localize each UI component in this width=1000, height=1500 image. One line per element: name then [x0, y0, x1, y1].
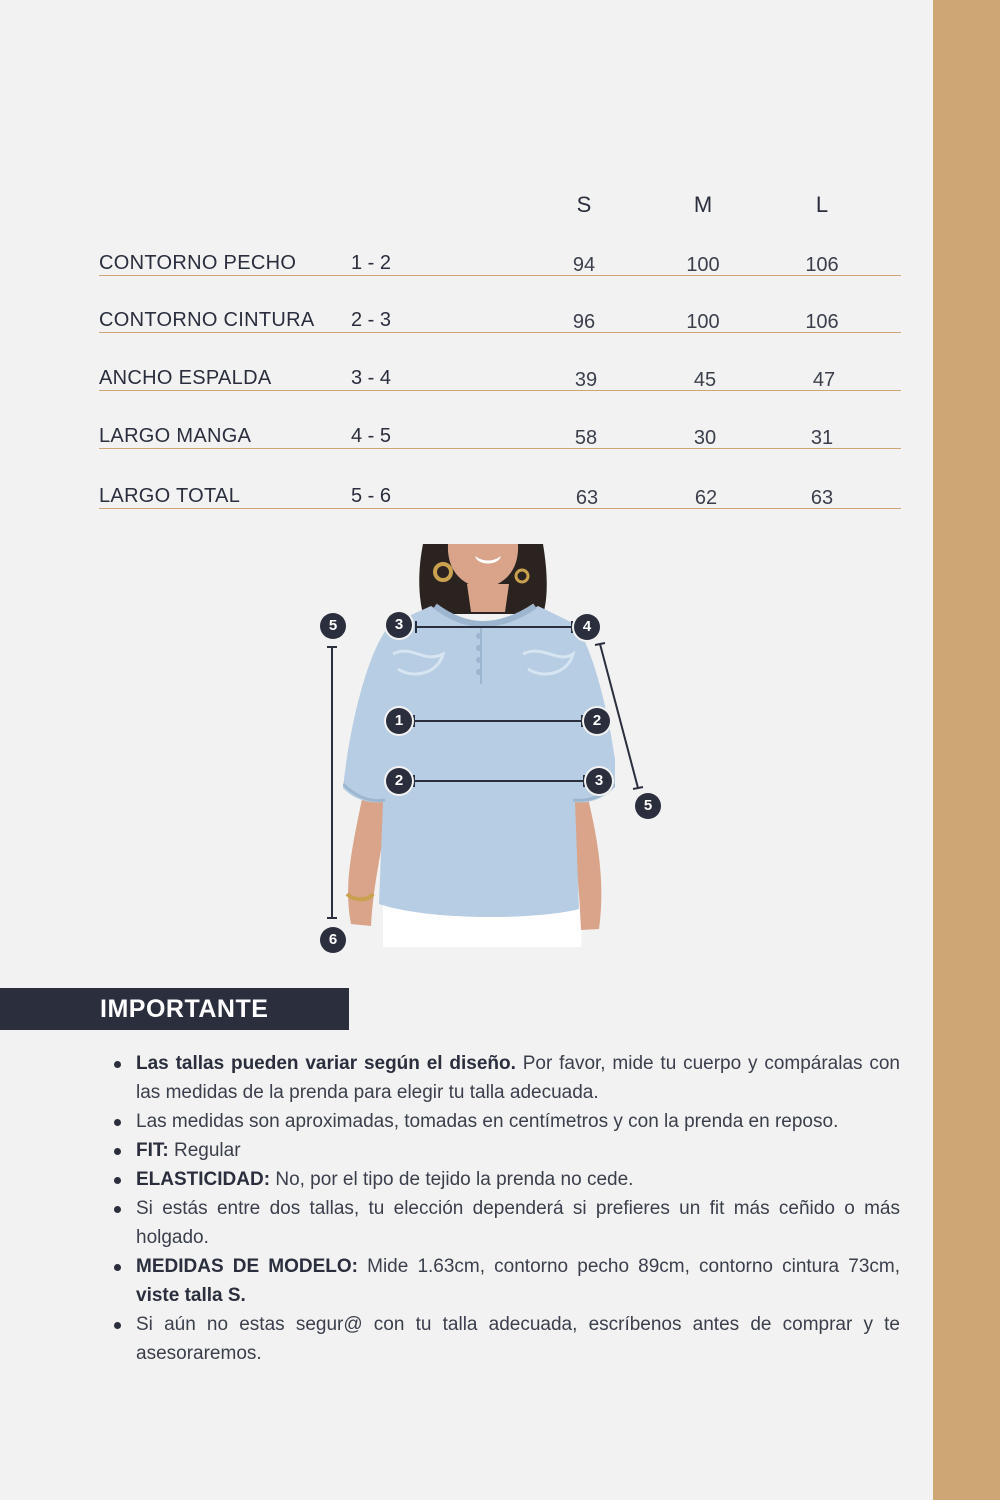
row-label: LARGO TOTAL: [99, 485, 241, 507]
value-l: 106: [805, 254, 839, 276]
row-label: ANCHO ESPALDA: [99, 367, 272, 389]
important-banner: [0, 988, 349, 1030]
table-row: [99, 478, 901, 509]
side-accent-bar: [933, 0, 1000, 1500]
row-label: LARGO MANGA: [99, 425, 252, 447]
table-row: [99, 245, 901, 276]
marker-2: 2: [386, 768, 412, 794]
important-notes: [110, 1049, 900, 1368]
marker-4: 4: [574, 614, 600, 640]
list-item: ELASTICIDAD: No, por el tipo de tejido la prenda no cede.: [110, 1165, 900, 1194]
value-s: 63: [575, 487, 599, 509]
value-m: 62: [694, 487, 718, 509]
row-label: CONTORNO CINTURA: [99, 309, 315, 331]
value-m: 100: [686, 311, 720, 333]
marker-5: 5: [320, 613, 346, 639]
value-s: 58: [574, 427, 598, 449]
list-item: MEDIDAS DE MODELO: Mide 1.63cm, contorno pecho 89cm, contorno cintura 73cm, viste talla S.: [110, 1252, 900, 1310]
marker-2: 2: [584, 708, 610, 734]
marker-5: 5: [635, 793, 661, 819]
marker-1: 1: [386, 708, 412, 734]
marker-6: 6: [320, 927, 346, 953]
list-item: Las medidas son aproximadas, tomadas en centímetros y con la prenda en reposo.: [110, 1107, 900, 1136]
list-item: Las tallas pueden variar según el diseño. Por favor, mide tu cuerpo y compáralas con las medidas de la prenda para elegir tu talla adecuada.: [110, 1049, 900, 1107]
row-points: 4 - 5: [351, 425, 392, 447]
value-s: 94: [572, 254, 596, 276]
row-points: 3 - 4: [351, 367, 392, 389]
value-m: 45: [693, 369, 717, 391]
value-l: 31: [810, 427, 834, 449]
value-l: 106: [805, 311, 839, 333]
row-points: 5 - 6: [351, 485, 392, 507]
row-points: 2 - 3: [351, 309, 392, 331]
size-header-s: S: [576, 192, 592, 217]
value-m: 30: [693, 427, 717, 449]
size-header-l: L: [815, 192, 829, 217]
table-row: [99, 302, 901, 333]
size-header-m: M: [693, 192, 713, 217]
important-title: IMPORTANTE: [100, 995, 269, 1023]
row-label: CONTORNO PECHO: [99, 252, 297, 274]
list-item: FIT: Regular: [110, 1136, 900, 1165]
marker-3: 3: [386, 612, 412, 638]
table-row: [99, 360, 901, 391]
list-item: Si estás entre dos tallas, tu elección dependerá si prefieres un fit más ceñido o más holgado.: [110, 1194, 900, 1252]
list-item: Si aún no estas segur@ con tu talla adecuada, escríbenos antes de comprar y te asesoraremos.: [110, 1310, 900, 1368]
model-photo: [343, 544, 615, 947]
value-l: 47: [812, 369, 836, 391]
marker-3: 3: [586, 768, 612, 794]
row-points: 1 - 2: [351, 252, 392, 274]
value-l: 63: [810, 487, 834, 509]
value-m: 100: [686, 254, 720, 276]
value-s: 96: [572, 311, 596, 333]
value-s: 39: [574, 369, 598, 391]
table-row: [99, 418, 901, 449]
